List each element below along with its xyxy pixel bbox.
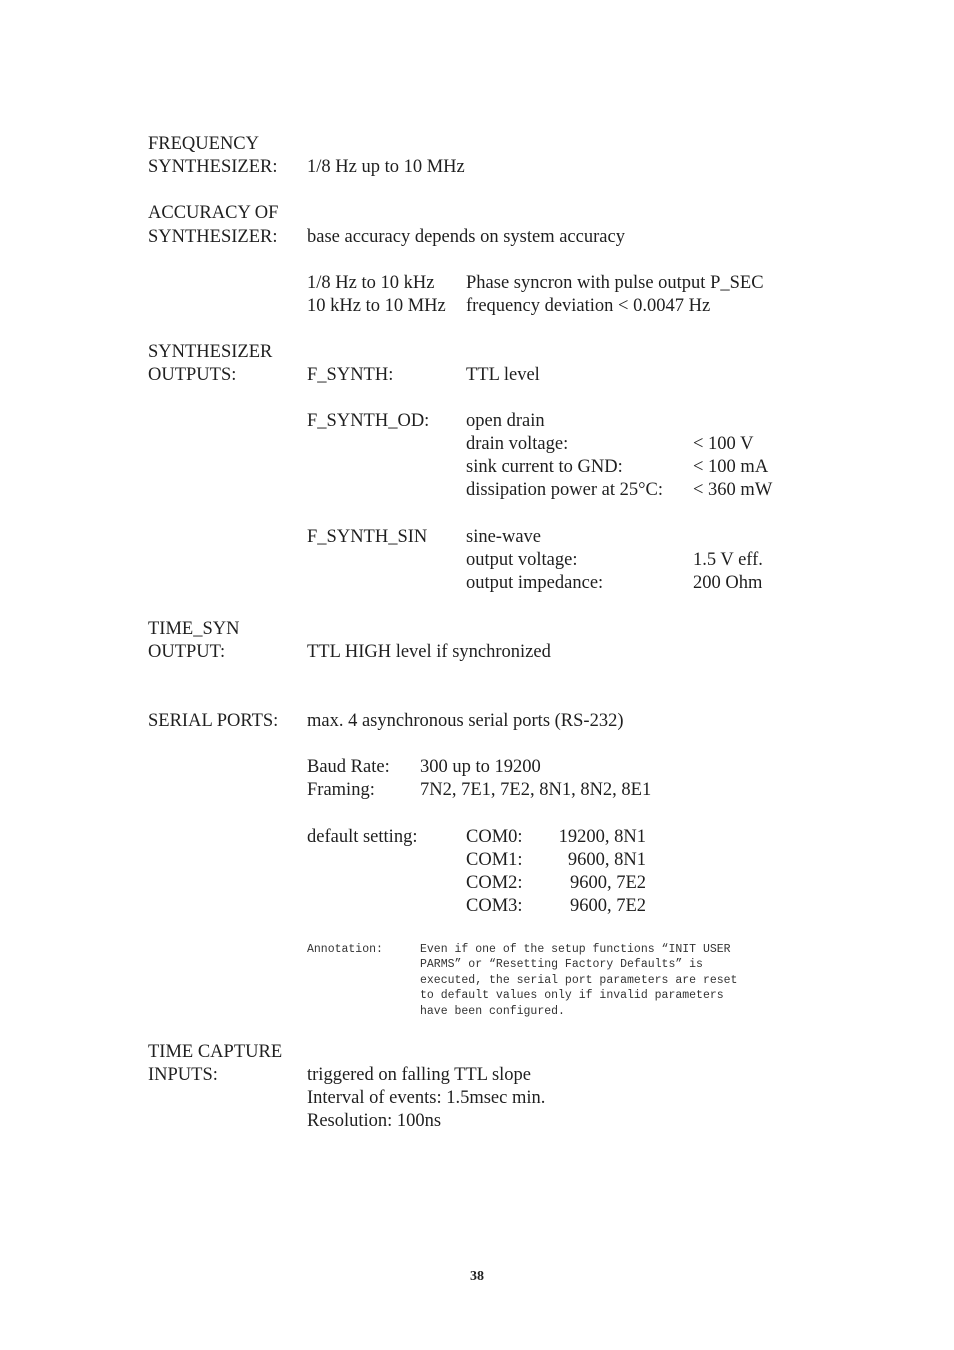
default-setting-label: default setting: (307, 827, 418, 847)
fsynth-sin-type: sine-wave (466, 527, 541, 547)
od-key-2: sink current to GND: (466, 457, 623, 477)
capture-label-line2: INPUTS: (148, 1065, 218, 1085)
capture-line-1: triggered on falling TTL slope (307, 1065, 531, 1085)
annotation-label: Annotation: (307, 943, 383, 956)
accuracy-value: base accuracy depends on system accuracy (307, 227, 625, 247)
fsynth-sin-name: F_SYNTH_SIN (307, 527, 428, 547)
com1-setting: 9600, 8N1 (567, 850, 646, 870)
outputs-label-line1: SYNTHESIZER (148, 342, 273, 362)
framing-label: Framing: (307, 780, 375, 800)
accuracy-label-line1: ACCURACY OF (148, 203, 279, 223)
capture-line-3: Resolution: 100ns (307, 1111, 442, 1131)
capture-line-2: Interval of events: 1.5msec min. (307, 1088, 546, 1108)
page-number: 38 (470, 1269, 484, 1284)
sin-key-1: output voltage: (466, 550, 578, 570)
sin-key-2: output impedance: (466, 573, 604, 593)
timesyn-label-line2: OUTPUT: (148, 642, 226, 662)
fsynth-od-type: open drain (466, 411, 545, 431)
timesyn-label-line1: TIME_SYN (148, 619, 240, 639)
od-key-3: dissipation power at 25°C: (466, 480, 664, 500)
com0-setting: 19200, 8N1 (558, 827, 646, 847)
accuracy-range-2: 10 kHz to 10 MHz (307, 296, 446, 316)
com0-port: COM0: (466, 827, 523, 847)
fsynth-value: TTL level (466, 365, 540, 385)
od-value-2: < 100 mA (693, 457, 769, 477)
outputs-label-line2: OUTPUTS: (148, 365, 237, 385)
annotation-line-4: to default values only if invalid parameters (420, 989, 724, 1002)
com2-port: COM2: (466, 873, 523, 893)
serial-value: max. 4 asynchronous serial ports (RS-232) (307, 711, 624, 731)
fsynth-od-name: F_SYNTH_OD: (307, 411, 430, 431)
sin-value-2: 200 Ohm (693, 573, 763, 593)
od-value-1: < 100 V (693, 434, 754, 454)
baud-value: 300 up to 19200 (420, 757, 541, 777)
com3-port: COM3: (466, 896, 523, 916)
framing-value: 7N2, 7E1, 7E2, 8N1, 8N2, 8E1 (420, 780, 652, 800)
od-key-1: drain voltage: (466, 434, 569, 454)
freq-label-line1: FREQUENCY (148, 134, 260, 154)
annotation-line-3: executed, the serial port parameters are reset (420, 974, 738, 987)
od-value-3: < 360 mW (693, 480, 773, 500)
capture-label-line1: TIME CAPTURE (148, 1042, 283, 1062)
freq-value: 1/8 Hz up to 10 MHz (307, 157, 465, 177)
annotation-line-2: PARMS” or “Resetting Factory Defaults” is (420, 958, 703, 971)
com2-setting: 9600, 7E2 (569, 873, 646, 893)
freq-label-line2: SYNTHESIZER: (148, 157, 278, 177)
fsynth-name: F_SYNTH: (307, 365, 394, 385)
annotation-line-5: have been configured. (420, 1005, 565, 1018)
com3-setting: 9600, 7E2 (569, 896, 646, 916)
annotation-line-1: Even if one of the setup functions “INIT USER (420, 943, 731, 956)
accuracy-range-1: 1/8 Hz to 10 kHz (307, 273, 435, 293)
accuracy-desc-2: frequency deviation < 0.0047 Hz (466, 296, 711, 316)
baud-label: Baud Rate: (307, 757, 390, 777)
sin-value-1: 1.5 V eff. (693, 550, 763, 570)
accuracy-label-line2: SYNTHESIZER: (148, 227, 278, 247)
serial-label: SERIAL PORTS: (148, 711, 279, 731)
timesyn-value: TTL HIGH level if synchronized (307, 642, 551, 662)
com1-port: COM1: (466, 850, 523, 870)
accuracy-desc-1: Phase syncron with pulse output P_SEC (466, 273, 764, 293)
